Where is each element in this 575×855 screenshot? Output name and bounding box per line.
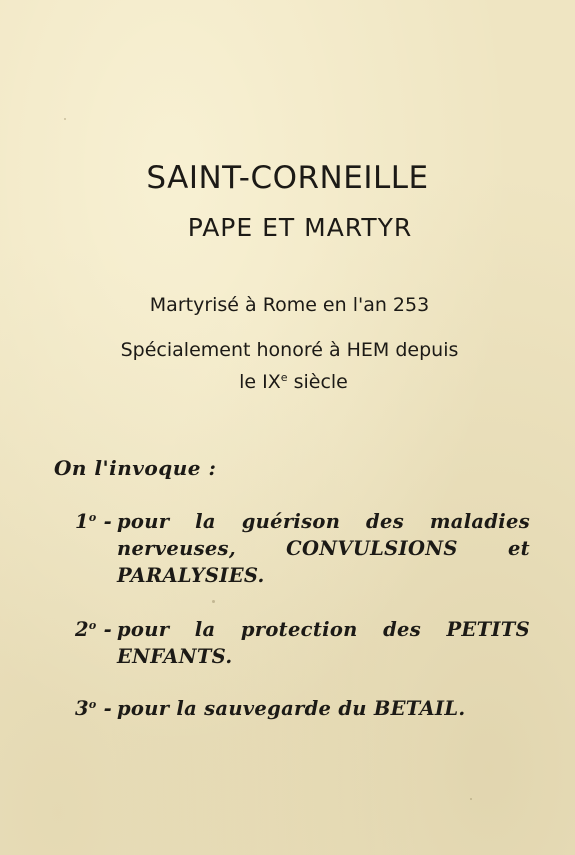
item-text: pour la protection des PETITS ENFANTS. bbox=[117, 618, 530, 668]
list-item bbox=[75, 508, 530, 589]
item-number: 1$^o$ - bbox=[75, 510, 112, 533]
card-subtitle: PAPE ET MARTYR bbox=[187, 213, 413, 242]
century-suffix: siècle bbox=[287, 371, 348, 393]
item-number: 2$^o$ - bbox=[75, 618, 112, 641]
list-item bbox=[75, 695, 530, 722]
list-item bbox=[75, 616, 530, 670]
century-superscript: e bbox=[280, 371, 288, 384]
paper-speck bbox=[64, 118, 66, 120]
invocation-heading: On l'invoque : bbox=[54, 456, 217, 480]
card-title: SAINT-CORNEILLE bbox=[146, 160, 429, 196]
veneration-line: Spécialement honoré à HEM depuis bbox=[120, 339, 459, 361]
item-number: 3$^o$ - bbox=[75, 697, 112, 720]
paper-speck bbox=[212, 600, 215, 603]
item-text: pour la sauvegarde du BETAIL. bbox=[117, 697, 466, 720]
martyrdom-line: Martyrisé à Rome en l'an 253 bbox=[149, 294, 430, 316]
paper-speck bbox=[470, 798, 472, 800]
century-prefix: le IX bbox=[239, 371, 281, 393]
century-line bbox=[6, 368, 575, 396]
item-text: pour la guérison des maladies nerveuses, CONVULSIONS et PARALYSIES. bbox=[117, 510, 530, 587]
